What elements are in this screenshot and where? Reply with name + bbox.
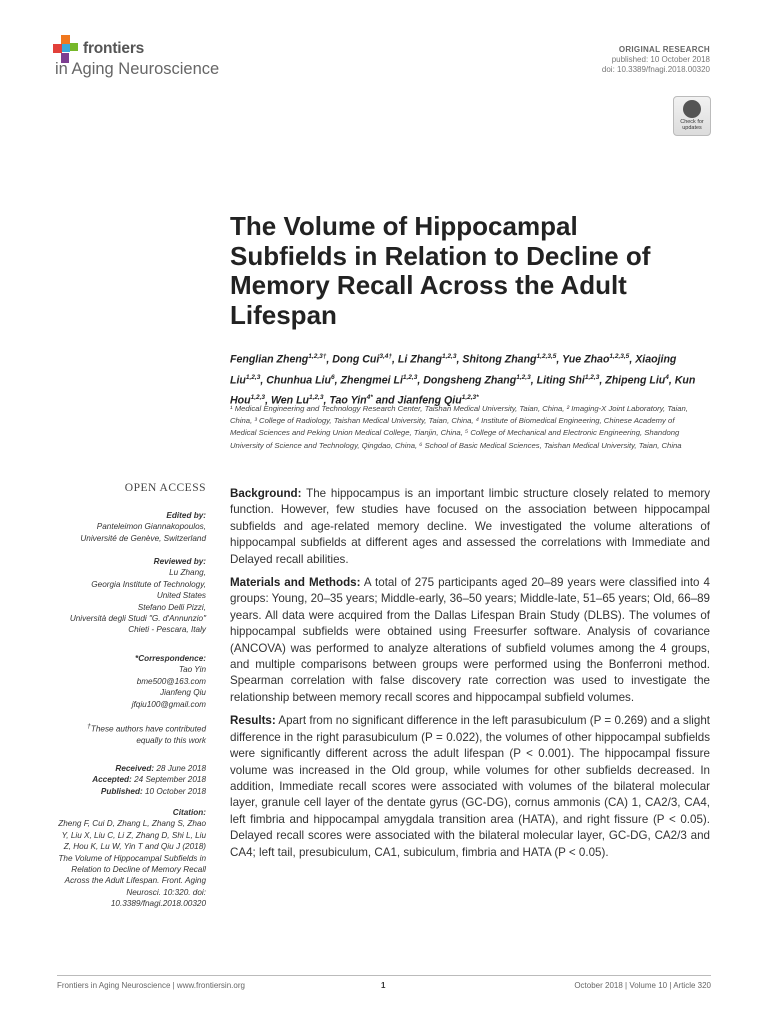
- equal-contribution-note: †These authors have contributed equally to this work: [87, 723, 206, 746]
- article-title: The Volume of Hippocampal Subfields in Relation to Decline of Memory Recall Across the Adult Lifespan: [230, 211, 651, 330]
- published-date: published: 10 October 2018: [611, 55, 710, 64]
- author-name[interactable]: Dong Cui: [332, 353, 380, 366]
- page-footer: [57, 975, 711, 990]
- author-affiliation-marker: 1,2,3: [402, 373, 418, 381]
- open-access-label: OPEN ACCESS: [124, 482, 206, 494]
- correspondence-block: *Correspondence: Tao Yin bme500@163.com Jianfeng Qiu jfqiu100@gmail.com: [30, 653, 206, 710]
- citation-block: Citation: Zheng F, Cui D, Zhang L, Zhang S, Zhao Y, Liu X, Liu C, Li Z, Zhang D, Shi L, Liu Z, Hou K, Lu W, Yin T and Qiu J (2018) The Volume of Hippocampal Subfields in Relation to Decline of Memory Recall Across the Adult Lifespan. Front. Aging Neurosci. 10:320. doi: 10.3389/fnagi.2018.00320: [56, 807, 206, 910]
- abstract-background: Background: The hippocampus is an important limbic structure closely related to memory function. However, few studies have focused on the association between hippocampal subfields and age-related memory decline. We investigated the volume alterations of hippocampal subfields at different ages and assessed the correlations with Immediate and Delayed recall abilities.: [230, 487, 711, 566]
- author-affiliation-marker: 1,2,3†: [308, 353, 327, 360]
- author-affiliation-marker: 1,2,3*: [461, 394, 479, 402]
- author-affiliation-marker: 1,2,3: [516, 373, 531, 381]
- reviewed-by-block: Reviewed by: Lu Zhang, Georgia Institute of Technology, United States Stefano Delli Pizzi, Università degli Studi "G. d'Annunzio" Chieti - Pescara, Italy: [69, 557, 206, 635]
- citation-text: Zheng F, Cui D, Zhang L, Zhang S, Zhao Y, Liu X, Liu C, Li Z, Zhang D, Shi L, Liu Z, Hou K, Lu W, Yin T and Qiu J (2018) The Volume of Hippocampal Subfields in Relation to Decline of Memory Recall Across the Adult Lifespan. Front. Aging Neurosci. 10:320. doi: 10.3389/fnagi.2018.00320: [58, 819, 206, 909]
- author-name[interactable]: Xiaojing Liu: [230, 353, 677, 387]
- email-link[interactable]: jfqiu100@gmail.com: [131, 699, 206, 709]
- check-for-updates-button[interactable]: Check for updates: [673, 96, 711, 136]
- brand-name: frontiers: [83, 40, 145, 57]
- author-name[interactable]: Chunhua Liu: [266, 374, 331, 387]
- journal-name: in Aging Neuroscience: [55, 60, 220, 78]
- author-affiliation-marker: 1,2,3: [442, 353, 457, 360]
- author-affiliation-marker: 4: [665, 373, 669, 381]
- author-name[interactable]: Fenglian Zheng: [230, 353, 309, 366]
- author-name[interactable]: Zhipeng Liu: [605, 374, 666, 387]
- author-affiliation-marker: 1,2,3,5: [536, 353, 557, 360]
- dates-block: Received: 28 June 2018 Accepted: 24 September 2018 Published: 10 October 2018: [92, 764, 206, 796]
- author-affiliation-marker: 1,2,3: [309, 394, 324, 402]
- author-name[interactable]: Liting Shi: [536, 374, 585, 387]
- author-name[interactable]: Tao Yin: [329, 394, 367, 407]
- abstract-methods: Materials and Methods: A total of 275 participants aged 20–89 years were classified into 4 groups: Young, 20–35 years; Middle-early, 36–50 years; Middle-late, 51–65 years; Old, 66–89 years. All data were acquired from the Dallas Lifespan Brain Study (DLBS). The volumes of hippocampal subfields were obtained using Freesurfer software. Analysis of covariance (ANCOVA) was performed to analyze alterations of subfield volumes among the 4 groups, and multiple comparisons between groups were performed using the Bonferroni method. Spearman correlation with false discovery rate correction was used to investigate the relationship between memory recall scores and hippocampal subfield volumes.: [230, 576, 710, 704]
- author-affiliation-marker: 1,2,3: [250, 394, 266, 402]
- author-affiliation-marker: 1,2,3: [245, 373, 261, 381]
- doi[interactable]: doi: 10.3389/fnagi.2018.00320: [601, 65, 710, 74]
- article-meta: [602, 45, 710, 75]
- author-name[interactable]: Jianfeng Qiu: [397, 394, 462, 407]
- footer-journal-link[interactable]: Frontiers in Aging Neuroscience | www.frontiersin.org: [57, 981, 245, 990]
- author-affiliation-marker: 6: [330, 373, 335, 381]
- page-number: 1: [381, 981, 386, 990]
- article-type: ORIGINAL RESEARCH: [618, 45, 710, 54]
- author-name[interactable]: Zhengmei Li: [340, 374, 403, 387]
- author-name[interactable]: Li Zhang: [397, 353, 443, 366]
- abstract: [230, 486, 710, 868]
- author-name[interactable]: Kun Hou: [230, 374, 696, 407]
- check-updates-icon: [683, 100, 701, 118]
- abstract-results: Results: Apart from no significant difference in the left parasubiculum (P = 0.269) and a slight difference in the right parasubiculum (P = 0.022), the volumes of other hippocampal subfields were significantly different across the adult lifespan (P < 0.001). The hippocampal fissure volume was increased in the Old group, while volumes for other subfields decreased. In addition, Immediate recall scores were associated with volumes of the bilateral molecular layer, granule cell layer of the dentate gyrus (GC-DG), cornus ammonis (CA) 1, CA2/3, CA4, left fimbria and hippocampal amygdala transition area (HATA), and right fissure (P < 0.05). Delayed recall scores were associated with the bilateral molecular layer, GC-DG, CA2/3 and CA4; left tail, presubiculum, CA1, subiculum, fimbria and HATA (P < 0.05).: [230, 714, 710, 859]
- author-name[interactable]: Wen Lu: [270, 394, 310, 407]
- author-affiliation-marker: 1,2,3,5: [609, 353, 630, 360]
- author-affiliation-marker: 1,2,3: [584, 373, 600, 381]
- affiliations: ¹ Medical Engineering and Technology Research Center, Taishan Medical University, Taian, China, ² Imaging-X Joint Laboratory, Taian, China, ³ College of Radiology, Taishan Medical University, Taian, China, ⁴ Institute of Biomedical Engineering, Chinese Academy of Medical Sciences and Peking Union Medical College, Tianjin, China, ⁵ College of Mechanical and Electronic Engineering, Shandong University of Science and Technology, Qingdao, China, ⁶ School of Basic Medical Sciences, Taishan Medical University, Taian, China: [230, 404, 688, 450]
- author-list: Fenglian Zheng$^{1,2,3\dagger}$, Dong Cui$^{3,4\dagger}$, Li Zhang$^{1,2,3}$, Shitong Zhang$^{1,2,3,5}$, Yue Zhao$^{1,2,3,5}$, Xiaojing Liu$^{1,2,3}$, Chunhua Liu$^6$, Zhengmei Li$^{1,2,3}$, Dongsheng Zhang$^{1,2,3}$, Liting Shi$^{1,2,3}$, Zhipeng Liu$^4$, Kun Hou$^{1,2,3}$, Wen Lu$^{1,2,3}$, Tao Yin$^{4*}$ and Jianfeng Qiu$^{1,2,3*}$: [230, 353, 696, 407]
- author-affiliation-marker: 4*: [366, 394, 373, 402]
- author-name[interactable]: Yue Zhao: [562, 353, 610, 366]
- edited-by-block: Edited by: Panteleimon Giannakopoulos, Université de Genève, Switzerland: [80, 511, 206, 543]
- author-affiliation-marker: 3,4†: [379, 353, 392, 360]
- author-name[interactable]: Shitong Zhang: [462, 353, 537, 366]
- email-link[interactable]: bme500@163.com: [136, 676, 206, 686]
- footer-issue: October 2018 | Volume 10 | Article 320: [574, 981, 711, 990]
- author-name[interactable]: Dongsheng Zhang: [423, 374, 517, 387]
